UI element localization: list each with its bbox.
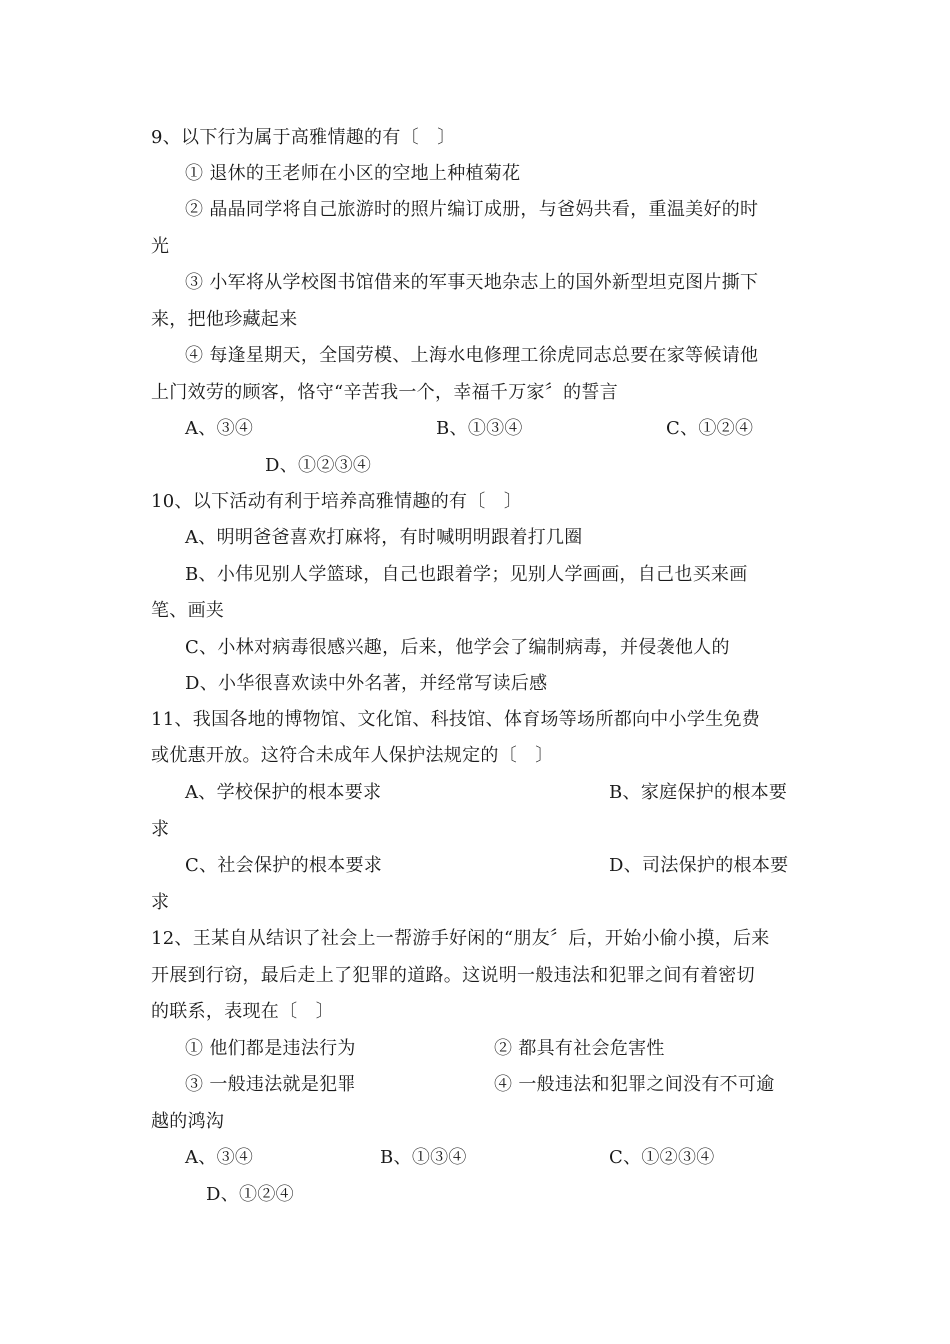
q12-option-d: D、①②④ [206, 1184, 294, 1205]
q9-item-1: ① 退休的王老师在小区的空地上种植菊花 [185, 163, 521, 184]
q12-option-b: B、①③④ [380, 1147, 467, 1168]
q10-option-d: D、小华很喜欢读中外名著，并经常写读后感 [185, 673, 548, 694]
q12-item-3: ③ 一般违法就是犯罪 [185, 1074, 356, 1095]
q10-option-a: A、明明爸爸喜欢打麻将，有时喊明明跟着打几圈 [185, 527, 583, 548]
q9-item-2-cont: 光 [151, 236, 170, 257]
q12-option-c: C、①②③④ [609, 1147, 715, 1168]
q12-item-4-cont: 越的鸿沟 [151, 1111, 225, 1132]
q11-option-d: D、司法保护的根本要 [609, 855, 789, 876]
q9-option-d: D、①②③④ [265, 455, 372, 476]
q12-stem: 12、王某自从结识了社会上一帮游手好闲的“朋友〞后，开始小偷小摸，后来 [151, 928, 770, 949]
q9-item-4: ④ 每逢星期天，全国劳模、上海水电修理工徐虎同志总要在家等候请他 [185, 345, 759, 366]
q9-item-2: ② 晶晶同学将自己旅游时的照片编订成册，与爸妈共看，重温美好的时 [185, 199, 759, 220]
q11-option-c: C、社会保护的根本要求 [185, 855, 383, 876]
q12-item-1: ① 他们都是违法行为 [185, 1038, 356, 1059]
q11-option-d-cont: 求 [151, 892, 170, 913]
q9-stem: 9、以下行为属于高雅情趣的有〔 〕 [151, 127, 456, 148]
q12-stem-cont-2: 的联系，表现在〔 〕 [151, 1001, 334, 1022]
q10-stem: 10、以下活动有利于培养高雅情趣的有〔 〕 [151, 491, 523, 512]
q9-item-4-cont: 上门效劳的顾客，恪守“辛苦我一个，幸福千万家〞的誓言 [151, 382, 618, 403]
q11-option-b-cont: 求 [151, 819, 170, 840]
q12-item-2: ② 都具有社会危害性 [494, 1038, 665, 1059]
q12-stem-cont-1: 开展到行窃，最后走上了犯罪的道路。这说明一般违法和犯罪之间有着密切 [151, 965, 755, 986]
q11-option-a: A、学校保护的根本要求 [185, 782, 382, 803]
q9-option-a: A、③④ [185, 418, 254, 439]
q9-item-3: ③ 小军将从学校图书馆借来的军事天地杂志上的国外新型坦克图片撕下 [185, 272, 759, 293]
q9-option-b: B、①③④ [436, 418, 523, 439]
q10-option-b-cont: 笔、画夹 [151, 600, 225, 621]
q12-item-4: ④ 一般违法和犯罪之间没有不可逾 [494, 1074, 775, 1095]
q12-option-a: A、③④ [185, 1147, 254, 1168]
q10-option-c: C、小林对病毒很感兴趣，后来，他学会了编制病毒，并侵袭他人的 [185, 637, 730, 658]
q9-option-c: C、①②④ [666, 418, 754, 439]
q11-stem-cont: 或优惠开放。这符合未成年人保护法规定的〔 〕 [151, 745, 554, 766]
q11-stem: 11、我国各地的博物馆、文化馆、科技馆、体育场等场所都向中小学生免费 [151, 709, 761, 730]
q11-option-b: B、家庭保护的根本要 [609, 782, 788, 803]
q10-option-b: B、小伟见别人学篮球，自己也跟着学；见别人学画画，自己也买来画 [185, 564, 748, 585]
q9-item-3-cont: 来，把他珍藏起来 [151, 309, 298, 330]
